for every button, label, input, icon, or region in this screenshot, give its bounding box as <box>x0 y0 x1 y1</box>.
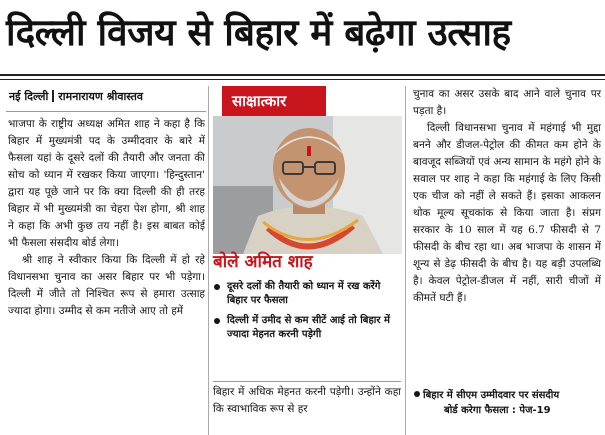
byline-separator <box>52 90 54 102</box>
headline-rule <box>0 74 605 76</box>
byline-author: रामनारायण श्रीवास्तव <box>58 90 143 103</box>
column-divider-2 <box>405 86 406 435</box>
article-paragraph: चुनाव का असर उसके बाद आने वाले चुनाव पर पड़ता है। <box>413 88 601 117</box>
highlight-list <box>213 280 400 348</box>
highlight-item: दिल्ली में उमीद से कम सीटें आई तो बिहार में ज्यादा मेहनत करनी पड़ेगी <box>213 314 400 342</box>
page-reference-line-1: बिहार में सीएम उम्मीदवार पर संसदीय <box>423 390 560 401</box>
article-paragraph: भाजपा के राष्ट्रीय अध्यक्ष अमित शाह ने कहा है कि बिहार में मुख्यमंत्री पद के उम्मीदवार के बारे में फैसला यहां के दूसरे दलों की तैयारी और जनता की सोच को ध्यान में रखकर किया जाएगा। 'हिन्दुस्तान' द्वारा यह पूछे जाने पर कि क्या दिल्ली की ही तरह बिहार में भी मुख्यमंत्री का चेहरा पेश होगा, श्री शाह ने कहा कि अभी कुछ तय नहीं है। इस बाबत कोई भी फैसला संसदीय बोर्ड लेगा। <box>8 118 205 249</box>
article-paragraph: बिहार में अधिक मेहनत करनी पड़ेगी। उन्होंने कहा कि स्वाभाविक रूप से हर <box>213 386 401 415</box>
page-reference-note <box>414 388 600 418</box>
portrait-illustration <box>213 116 402 254</box>
amit-shah-photo <box>213 116 402 254</box>
byline <box>9 89 209 104</box>
article-paragraph: दिल्ली विधानसभा चुनाव में महंगाई भी मुद्दा बनने और डीजल-पेट्रोल की कीमत कम होने के बावजूद सब्जियों एवं अन्य सामान के महंगे होने के सवाल पर शाह ने कहा कि महंगाई के लिए किसी एक चीज को नहीं ले सकते हैं। इसका आकलन थोक मूल्य सूचकांक से किया जाता है। संप्रग सरकार के 10 साल में यह 6.7 फीसदी से 7 फीसदी के बीच रहा था। अब भाजपा के शासन में शून्य से डेढ़ फीसदी के बीच है। यह बड़ी उपलब्धि है। केवल पेट्रोल-डीजल में नहीं, सारी चीजों में कीमतें घटी हैं। <box>413 122 601 304</box>
article-column-1 <box>8 116 205 435</box>
page-reference-line-2: बोर्ड करेगा फैसला : पेज-19 <box>444 405 551 416</box>
highlight-item: दूसरे दलों की तैयारी को ध्यान में रख करेंगे बिहार पर फैसला <box>213 280 400 308</box>
photo-block-bottom-rule <box>213 381 401 382</box>
column-divider-1 <box>208 86 209 435</box>
article-column-3 <box>413 86 601 386</box>
byline-place: नई दिल्ली <box>9 90 49 103</box>
section-tag-interview: साक्षात्कार <box>222 86 326 116</box>
article-paragraph: श्री शाह ने स्वीकार किया कि दिल्ली में हो रहे विधानसभा चुनाव का असर बिहार पर भी पड़ेगा। दिल्ली में जीते तो निश्चित रूप से हमारा उत्साह ज्यादा होगा। उम्मीद से कम नतीजे आए तो हमें <box>8 254 205 317</box>
bullet-icon <box>414 391 420 397</box>
byline-rule <box>6 111 206 112</box>
headline: दिल्ली विजय से बिहार में बढ़ेगा उत्साह <box>6 11 511 54</box>
photo-caption-heading: बोले अमित शाह <box>213 252 313 272</box>
article-column-2-continuation <box>213 384 401 435</box>
headline-rule-thin <box>0 79 605 80</box>
